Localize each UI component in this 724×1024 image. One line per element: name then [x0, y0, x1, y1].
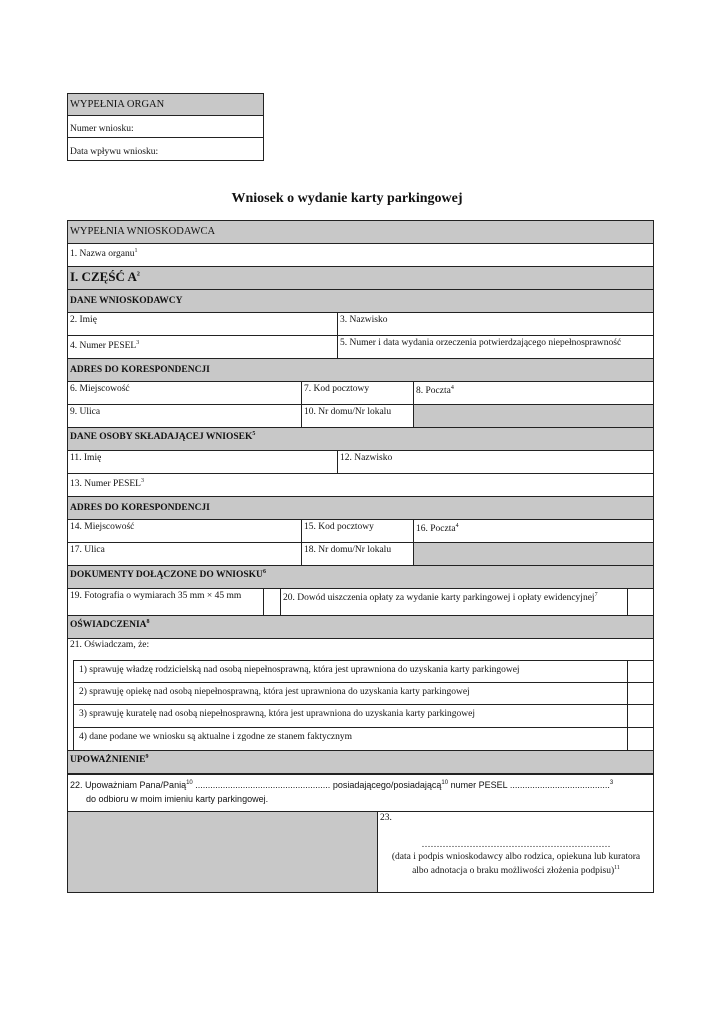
signature-number: 23. — [380, 813, 392, 823]
signature-caption-line-1: (data i podpis wnioskodawcy albo rodzica, opiekuna lub kuratora — [391, 852, 641, 862]
application-number-field[interactable]: Numer wniosku: — [67, 115, 264, 138]
submitter-first-name-field[interactable]: 11. Imię — [67, 450, 338, 474]
postal-code-field-2[interactable]: 15. Kod pocztowy — [301, 519, 414, 543]
documents-header: DOKUMENTY DOŁĄCZONE DO WNIOSKU$^6$ — [67, 565, 654, 589]
fee-proof-checkbox[interactable] — [627, 588, 654, 616]
declarations-header: OŚWIADCZENIA$^8$ — [67, 615, 654, 639]
house-number-field-2[interactable]: 18. Nr domu/Nr lokalu — [301, 542, 414, 566]
city-field-1[interactable]: 6. Miejscowość — [67, 381, 302, 405]
receipt-date-field[interactable]: Data wpływu wniosku: — [67, 137, 264, 161]
post-office-field-1[interactable]: 8. Poczta$^4$ — [413, 381, 654, 405]
declaration-checkbox-1[interactable] — [627, 660, 654, 683]
pesel-field[interactable]: 4. Numer PESEL$^3$ — [67, 335, 338, 359]
street-field-1[interactable]: 9. Ulica — [67, 404, 302, 428]
declarations-intro: 21. Oświadczam, że: — [70, 640, 150, 650]
fee-proof-label: 20. Dowód uiszczenia opłaty za wydanie karty parkingowej i opłaty ewidencyjnej$^7$ — [280, 588, 628, 616]
submitter-pesel-field[interactable]: 13. Numer PESEL$^3$ — [67, 473, 654, 497]
declaration-item: 3) sprawuję kuratelę nad osobą niepełnosprawną, która jest uprawniona do uzyskania karty parkingowej — [73, 704, 628, 728]
submitter-last-name-field[interactable]: 12. Nazwisko — [337, 450, 654, 474]
post-office-field-2[interactable]: 16. Poczta$^4$ — [413, 519, 654, 543]
submitter-data-header: DANE OSOBY SKŁADAJĄCEJ WNIOSEK$^5$ — [67, 427, 654, 451]
house-number-field-1[interactable]: 10. Nr domu/Nr lokalu — [301, 404, 414, 428]
declaration-item: 4) dane podane we wniosku są aktualne i zgodne ze stanem faktycznym — [73, 727, 628, 751]
first-name-field[interactable]: 2. Imię — [67, 312, 338, 336]
declaration-checkbox-4[interactable] — [627, 727, 654, 751]
photo-document-label: 19. Fotografia o wymiarach 35 mm × 45 mm — [67, 588, 264, 616]
organ-name-field[interactable]: 1. Nazwa organu$^1$ — [67, 243, 654, 267]
disability-certificate-field[interactable]: 5. Numer i data wydania orzeczenia potwierdzającego niepełnosprawność — [337, 335, 654, 359]
declaration-item: 1) sprawuję władzę rodzicielską nad osobą niepełnosprawną, która jest uprawniona do uzyskania karty parkingowej — [73, 660, 628, 683]
part-a-header: I. CZĘŚĆ $A^2$ — [67, 266, 654, 290]
authorization-text-line-1: 22. Upoważniam Pana/Panią$^{10}$ ...................................................... posiadającego/posiadającą$^{10}$ numer PESEL ........................................$^3$ — [70, 780, 614, 790]
authorization-text-line-2: do odbioru w moim imieniu karty parkingowej. — [86, 794, 269, 804]
signature-dots: ……………………………………………………… — [421, 839, 611, 849]
city-field-2[interactable]: 14. Miejscowość — [67, 519, 302, 543]
photo-checkbox[interactable] — [263, 588, 281, 616]
blank-gray-cell-1 — [413, 404, 654, 428]
declaration-checkbox-2[interactable] — [627, 682, 654, 705]
signature-blank-area — [67, 811, 378, 893]
page-title: Wniosek o wydanie karty parkingowej — [231, 191, 463, 206]
signature-caption-line-2: albo adnotacja o braku możliwości złożenia podpisu)$^{11}$ — [412, 864, 620, 876]
applicant-section-header: WYPEŁNIA WNIOSKODAWCA — [67, 220, 654, 244]
last-name-field[interactable]: 3. Nazwisko — [337, 312, 654, 336]
declaration-checkbox-3[interactable] — [627, 704, 654, 728]
blank-gray-cell-2 — [413, 542, 654, 566]
applicant-data-header: DANE WNIOSKODAWCY — [67, 289, 654, 313]
correspondence-header-1: ADRES DO KORESPONDENCJI — [67, 358, 654, 382]
postal-code-field-1[interactable]: 7. Kod pocztowy — [301, 381, 414, 405]
authorization-field[interactable] — [67, 773, 654, 812]
declaration-item: 2) sprawuję opiekę nad osobą niepełnosprawną, która jest uprawniona do uzyskania karty parkingowej — [73, 682, 628, 705]
authorization-header: UPOWAŻNIENIE$^9$ — [67, 750, 654, 774]
street-field-2[interactable]: 17. Ulica — [67, 542, 302, 566]
correspondence-header-2: ADRES DO KORESPONDENCJI — [67, 496, 654, 520]
organ-box-header: WYPEŁNIA ORGAN — [67, 93, 264, 116]
